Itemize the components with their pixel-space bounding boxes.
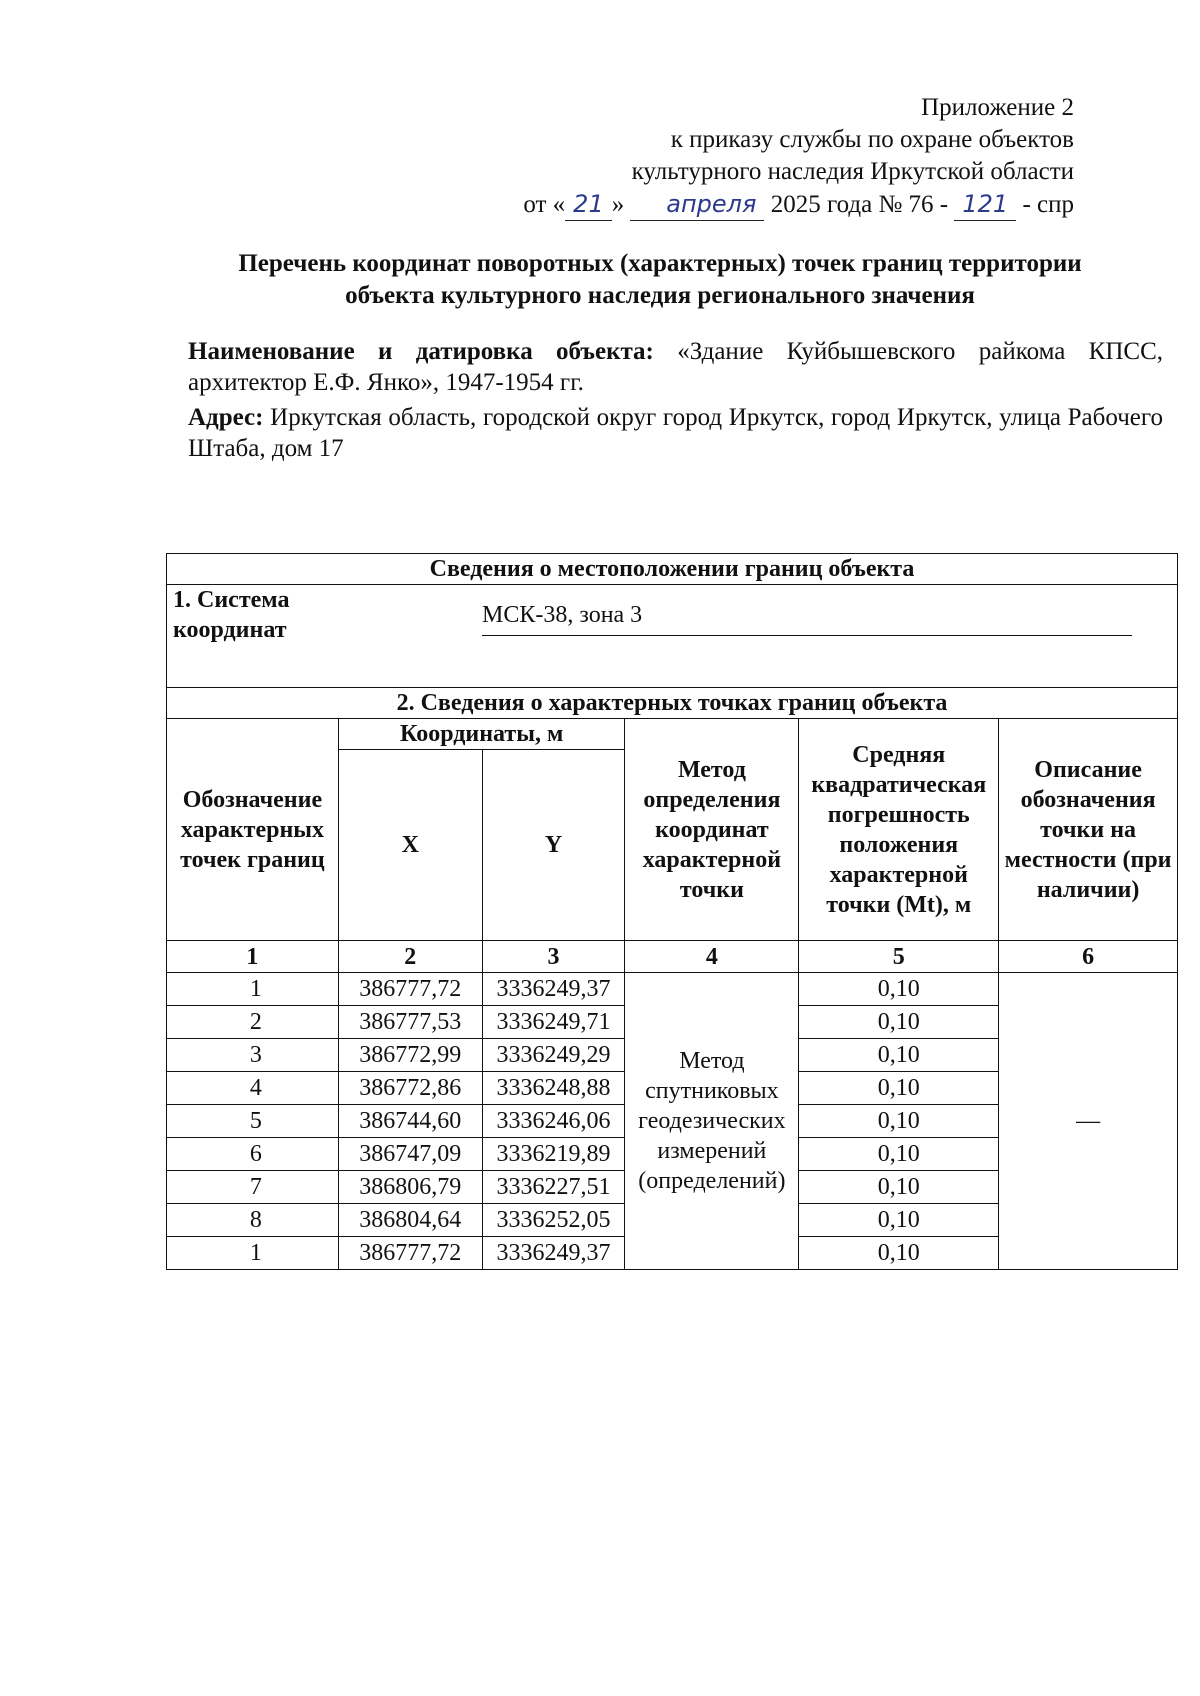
date-mid: » [611, 191, 625, 218]
column-number: 3 [482, 941, 625, 973]
header-error: Средняя квадратическая погрешность положения характерной точки (Mt), м [799, 719, 999, 941]
point-number: 1 [167, 973, 339, 1006]
point-number: 3 [167, 1039, 339, 1072]
mt-value: 0,10 [799, 1138, 999, 1171]
point-number: 7 [167, 1171, 339, 1204]
column-number: 6 [999, 941, 1178, 973]
column-number: 5 [799, 941, 999, 973]
section-2-title: 2. Сведения о характерных точках границ объекта [167, 688, 1178, 719]
appendix-line-1: Приложение 2 [921, 94, 1074, 121]
x-coordinate: 386777,72 [338, 973, 482, 1006]
x-coordinate: 386777,72 [338, 1237, 482, 1270]
coordinate-system-value: МСК-38, зона 3 [482, 599, 1132, 636]
point-number: 1 [167, 1237, 339, 1270]
x-coordinate: 386772,86 [338, 1072, 482, 1105]
date-suffix: - спр [1022, 191, 1074, 218]
y-coordinate: 3336246,06 [482, 1105, 625, 1138]
coordinate-system-cell [167, 585, 1178, 688]
y-coordinate: 3336248,88 [482, 1072, 625, 1105]
date-prefix: от « [523, 191, 566, 218]
mt-value: 0,10 [799, 1039, 999, 1072]
mt-value: 0,10 [799, 1006, 999, 1039]
header-point-designation: Обозначение характерных точек границ [167, 719, 339, 941]
point-number: 2 [167, 1006, 339, 1039]
handwritten-number: 121 [954, 188, 1016, 221]
x-coordinate: 386777,53 [338, 1006, 482, 1039]
header-method: Метод определения координат характерной точки [625, 719, 799, 941]
title-line-1: Перечень координат поворотных (характерных) точек границ территории [238, 250, 1082, 277]
y-coordinate: 3336249,71 [482, 1006, 625, 1039]
header-x: X [338, 750, 482, 941]
object-name-value: «Здание Куйбышевского райкома КПСС, архитектор Е.Ф. Янко», 1947-1954 гг. [188, 338, 1163, 396]
y-coordinate: 3336249,29 [482, 1039, 625, 1072]
y-coordinate: 3336249,37 [482, 973, 625, 1006]
date-year: 2025 года № 76 - [770, 191, 949, 218]
mt-value: 0,10 [799, 973, 999, 1006]
column-number: 2 [338, 941, 482, 973]
object-address-value: Иркутская область, городской округ город Иркутск, город Иркутск, улица Рабочего Штаба, дом 17 [188, 404, 1164, 462]
appendix-line-3: культурного наследия Иркутской области [631, 158, 1074, 185]
y-coordinate: 3336252,05 [482, 1204, 625, 1237]
y-coordinate: 3336249,37 [482, 1237, 625, 1270]
mt-value: 0,10 [799, 1105, 999, 1138]
header-coordinates: Координаты, м [338, 719, 625, 750]
x-coordinate: 386744,60 [338, 1105, 482, 1138]
column-number: 1 [167, 941, 339, 973]
object-address [188, 402, 1163, 464]
appendix-header [374, 92, 1074, 221]
point-number: 6 [167, 1138, 339, 1171]
object-name [188, 336, 1163, 398]
mt-value: 0,10 [799, 1204, 999, 1237]
section-1-title: Сведения о местоположении границ объекта [167, 554, 1178, 585]
point-number: 5 [167, 1105, 339, 1138]
object-address-label: Адрес: [188, 404, 264, 431]
x-coordinate: 386804,64 [338, 1204, 482, 1237]
x-coordinate: 386772,99 [338, 1039, 482, 1072]
coordinates-table [166, 553, 1178, 1270]
document-title [160, 248, 1160, 312]
handwritten-day: 21 [565, 188, 612, 221]
appendix-date-line [374, 188, 1074, 221]
mt-value: 0,10 [799, 1171, 999, 1204]
point-number: 8 [167, 1204, 339, 1237]
mt-value: 0,10 [799, 1072, 999, 1105]
x-coordinate: 386747,09 [338, 1138, 482, 1171]
description-cell: — [999, 973, 1178, 1270]
object-name-label: Наименование и датировка объекта: [188, 338, 654, 365]
x-coordinate: 386806,79 [338, 1171, 482, 1204]
method-cell: Метод спутниковых геодезических измерений (определений) [625, 973, 799, 1270]
header-y: Y [482, 750, 625, 941]
y-coordinate: 3336219,89 [482, 1138, 625, 1171]
column-number: 4 [625, 941, 799, 973]
header-description: Описание обозначения точки на местности (при наличии) [999, 719, 1178, 941]
y-coordinate: 3336227,51 [482, 1171, 625, 1204]
appendix-line-2: к приказу службы по охране объектов [670, 126, 1074, 153]
title-line-2: объекта культурного наследия регионального значения [345, 282, 975, 309]
table-row [167, 973, 1178, 1006]
mt-value: 0,10 [799, 1237, 999, 1270]
handwritten-month: апреля [630, 188, 764, 221]
point-number: 4 [167, 1072, 339, 1105]
coordinate-system-label: 1. Система координат [173, 587, 290, 643]
